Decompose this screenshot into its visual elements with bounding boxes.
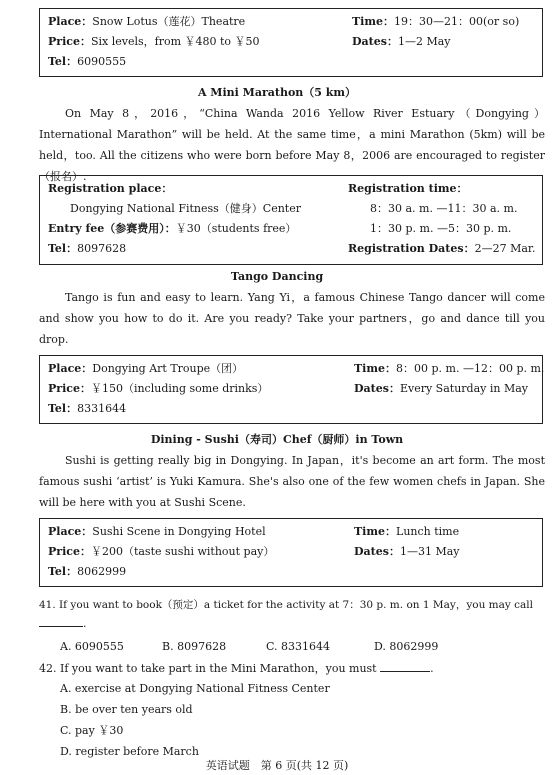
price-value: ￥200（taste sushi without pay） xyxy=(90,545,275,558)
registration-time-am: 8：30 a. m. —11：30 a. m. xyxy=(370,202,518,215)
info-row xyxy=(48,543,534,563)
info-row xyxy=(48,240,534,260)
tel-value: 8062999 xyxy=(77,565,127,578)
info-row xyxy=(48,13,534,33)
registration-place-label: Registration place： xyxy=(48,182,173,195)
paragraph-text: Tango is fun and easy to learn. Yang Yi，a famous Chinese Tango dancer will come and show you how to do it. Are you ready? Take your partners，go and dance till you drop. xyxy=(39,291,545,346)
price-label: Price： xyxy=(48,35,91,48)
info-row xyxy=(48,523,534,543)
info-row xyxy=(48,200,534,220)
question-41-stem: 41. If you want to book（预定）a ticket for the activity at 7：30 p. m. on 1 May，you may call xyxy=(39,599,534,611)
question-42-option-d: D. register before March xyxy=(60,745,199,758)
info-row xyxy=(48,180,534,200)
time-value: 8：00 p. m. —12：00 p. m. xyxy=(396,362,545,375)
info-row xyxy=(48,563,534,583)
dates-label: Dates： xyxy=(352,35,398,48)
section-heading-tango: Tango Dancing xyxy=(230,270,324,283)
section-heading-sushi: Dining - Sushi（寿司）Chef（厨师）in Town xyxy=(150,433,404,446)
registration-place-value: Dongying National Fitness（健身）Center xyxy=(70,202,301,215)
time-value: 19：30—21：00(or so) xyxy=(394,15,520,28)
question-42-end: . xyxy=(430,662,434,675)
question-41-option-b: B. 8097628 xyxy=(162,640,227,653)
place-label: Place： xyxy=(48,15,93,28)
tel-label: Tel： xyxy=(48,55,78,68)
dates-label: Dates： xyxy=(354,382,400,395)
time-label: Time： xyxy=(354,362,397,375)
info-row xyxy=(48,360,545,380)
registration-dates-value: 2—27 Mar. xyxy=(474,242,536,255)
registration-time-pm: 1：30 p. m. —5：30 p. m. xyxy=(370,222,512,235)
registration-dates-label: Registration Dates： xyxy=(348,242,475,255)
info-row xyxy=(48,53,534,73)
dates-value: 1—2 May xyxy=(397,35,451,48)
tel-label: Tel： xyxy=(48,402,78,415)
question-41-end: . xyxy=(83,617,87,630)
time-label: Time： xyxy=(354,525,397,538)
tel-value: 8097628 xyxy=(77,242,127,255)
place-value: Snow Lotus（莲花）Theatre xyxy=(92,15,246,28)
question-42-option-b: B. be over ten years old xyxy=(60,703,193,716)
answer-blank xyxy=(39,616,83,627)
question-41-blank-line xyxy=(39,616,87,632)
dates-value: 1—31 May xyxy=(399,545,460,558)
question-42-option-c: C. pay ￥30 xyxy=(60,724,124,737)
question-42-option-a: A. exercise at Dongying National Fitness Center xyxy=(60,682,330,695)
answer-blank xyxy=(380,661,430,672)
entry-fee-label: Entry fee（参赛费用）： xyxy=(48,222,176,235)
page-footer: 英语试题 第 6 页(共 12 页) xyxy=(205,759,349,772)
place-value: Sushi Scene in Dongying Hotel xyxy=(92,525,266,538)
info-row xyxy=(48,33,534,53)
paragraph-sushi xyxy=(39,450,545,513)
tel-label: Tel： xyxy=(48,565,78,578)
price-label: Price： xyxy=(48,382,91,395)
time-label: Time： xyxy=(352,15,395,28)
info-box-marathon xyxy=(39,175,543,265)
tel-value: 6090555 xyxy=(77,55,127,68)
paragraph-text: On May 8，2016，“China Wanda 2016 Yellow River Estuary（Dongying）International Marathon” will be held. At the same time，a mini Marathon (5km) will be held，too. All the citizens who were born before May 8，2006 are encouraged to register（报名）. xyxy=(39,107,545,183)
question-41-option-d: D. 8062999 xyxy=(374,640,439,653)
place-label: Place： xyxy=(48,362,93,375)
time-value: Lunch time xyxy=(396,525,460,538)
tel-label: Tel： xyxy=(48,242,78,255)
info-box-theatre xyxy=(39,8,543,77)
registration-time-label: Registration time： xyxy=(348,182,468,195)
tel-value: 8331644 xyxy=(77,402,127,415)
paragraph-tango xyxy=(39,287,545,350)
question-41-option-c: C. 8331644 xyxy=(266,640,331,653)
price-value: ￥150（including some drinks） xyxy=(90,382,269,395)
question-42-stem-line xyxy=(39,661,434,677)
info-box-sushi xyxy=(39,518,543,587)
info-box-tango xyxy=(39,355,543,424)
question-42-stem: 42. If you want to take part in the Mini Marathon，you must xyxy=(39,662,377,675)
paragraph-text: Sushi is getting really big in Dongying. In Japan，it's become an art form. The most famous sushi ‘artist’ is Yuki Kamura. She's also one of the few women chefs in Japan. She will be here with you at Sushi Scene. xyxy=(39,454,545,509)
dates-label: Dates： xyxy=(354,545,400,558)
info-row xyxy=(48,380,534,400)
place-label: Place： xyxy=(48,525,93,538)
price-value: Six levels，from ￥480 to ￥50 xyxy=(90,35,260,48)
info-row xyxy=(48,400,534,420)
section-heading-marathon: A Mini Marathon（5 km） xyxy=(197,86,357,99)
info-row xyxy=(48,220,534,240)
price-label: Price： xyxy=(48,545,91,558)
place-value: Dongying Art Troupe（团） xyxy=(92,362,244,375)
question-41-option-a: A. 6090555 xyxy=(60,640,124,653)
dates-value: Every Saturday in May xyxy=(399,382,528,395)
entry-fee-value: ￥30（students free） xyxy=(175,222,297,235)
